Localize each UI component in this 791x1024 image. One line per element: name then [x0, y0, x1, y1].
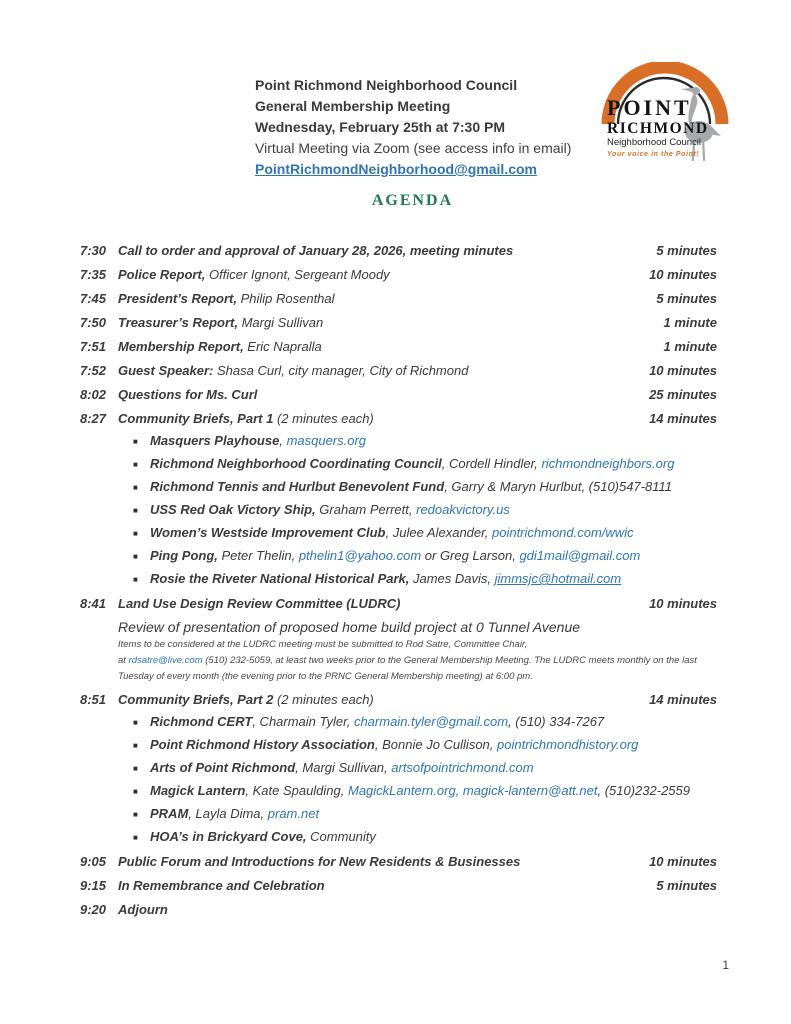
agenda-duration: 14 minutes [649, 411, 717, 426]
logo-tagline: Your voice in the Point! [607, 151, 700, 158]
agenda-duration: 5 minutes [656, 243, 717, 258]
square-bullet-icon: ■ [133, 483, 138, 492]
agenda-time: 7:51 [80, 339, 107, 354]
agenda-fine-print [80, 654, 717, 668]
agenda-duration: 5 minutes [656, 291, 717, 306]
text-segment: HOA’s in Brickyard Cove, [150, 829, 311, 844]
agenda-item [80, 314, 717, 331]
square-bullet-icon: ■ [133, 810, 138, 819]
agenda-item-text [133, 714, 604, 729]
logo-word-point: POINT [607, 95, 692, 120]
text-segment: Review of presentation of proposed home build project at 0 Tunnel Avenue [118, 619, 581, 635]
agenda-item-text [118, 619, 580, 635]
agenda-item-text [118, 290, 629, 307]
inline-link[interactable]: pram.net [267, 806, 320, 821]
text-segment: Items to be considered at the LUDRC meeting must be submitted to Rod Satre, Committee Chair, [118, 639, 528, 650]
agenda-time: 8:27 [80, 411, 107, 426]
agenda-item [80, 877, 717, 894]
agenda-item [80, 266, 717, 283]
text-segment: , Layla Dima, [188, 806, 268, 821]
agenda-item-text [133, 806, 319, 821]
text-segment: or Greg Larson, [421, 548, 520, 563]
agenda-time: 9:05 [80, 854, 107, 869]
square-bullet-icon: ■ [133, 506, 138, 515]
agenda-bullet-item [80, 570, 717, 588]
agenda-item-text [118, 362, 629, 379]
agenda-item-text [118, 639, 527, 650]
text-segment: Arts of Point Richmond [150, 760, 296, 775]
text-segment: Shasa Curl, city manager, City of Richmond [217, 363, 469, 378]
text-segment: Magick Lantern [150, 783, 246, 798]
text-segment: , Garry & Maryn Hurlbut, (510)547-8111 [444, 479, 673, 494]
agenda-time: 7:45 [80, 291, 107, 306]
agenda-time: 8:02 [80, 387, 107, 402]
email-link[interactable]: PointRichmondNeighborhood@gmail.com [255, 161, 537, 177]
agenda-time: 8:51 [80, 692, 107, 707]
text-segment: Community [310, 829, 376, 844]
agenda-item-text [133, 525, 634, 540]
inline-link[interactable]: redoakvictory.us [416, 502, 510, 517]
text-segment: James Davis, [412, 571, 495, 586]
agenda-duration: 1 minute [663, 339, 717, 354]
text-segment: Philip Rosenthal [240, 291, 335, 306]
agenda-item [80, 338, 717, 355]
inline-link[interactable]: pthelin1@yahoo.com [298, 548, 422, 563]
agenda-item-text [118, 655, 697, 666]
text-segment: Tuesday of every month (the evening prior to the PRNC General Membership meeting) at 6:00 pm. [118, 671, 533, 682]
agenda-time: 7:35 [80, 267, 107, 282]
text-segment: Richmond Neighborhood Coordinating Council [150, 456, 442, 471]
agenda-fine-print [80, 670, 717, 684]
agenda-item-text [133, 479, 672, 494]
logo-subtitle: Neighborhood Council [607, 137, 702, 148]
agenda-item [80, 290, 717, 307]
agenda-time: 7:52 [80, 363, 107, 378]
agenda-time: 7:50 [80, 315, 107, 330]
page-number: 1 [722, 958, 729, 972]
agenda-duration: 10 minutes [649, 267, 717, 282]
text-segment: Treasurer’s Report, [118, 315, 242, 330]
agenda-heading: AGENDA [371, 192, 454, 209]
agenda-item-text [118, 410, 629, 427]
agenda-duration: 10 minutes [649, 854, 717, 869]
text-segment: Police Report, [118, 267, 210, 282]
agenda-item-text [133, 571, 621, 586]
logo-word-richmond: RICHMOND [607, 120, 709, 137]
agenda-subnote [80, 619, 717, 636]
agenda-item [80, 853, 717, 870]
meeting-datetime: Wednesday, February 25th at 7:30 PM [255, 119, 506, 135]
agenda-bullet-item [80, 713, 717, 731]
agenda-bullet-item [80, 524, 717, 542]
agenda-time: 9:20 [80, 902, 107, 917]
text-segment: , (510)232-2559 [597, 783, 690, 798]
text-segment: Richmond CERT [150, 714, 253, 729]
agenda-bullet-item [80, 478, 717, 496]
text-segment: , Margi Sullivan, [295, 760, 392, 775]
agenda-duration: 25 minutes [649, 387, 717, 402]
text-segment: Ping Pong, [150, 548, 222, 563]
square-bullet-icon: ■ [133, 437, 138, 446]
text-segment: Point Richmond History Association [150, 737, 375, 752]
text-segment: USS Red Oak Victory Ship, [150, 502, 320, 517]
text-segment: PRAM [150, 806, 189, 821]
text-segment: , Cordell Hindler, [441, 456, 542, 471]
inline-link[interactable]: masquers.org [286, 433, 367, 448]
text-segment: Women’s Westside Improvement Club [150, 525, 386, 540]
inline-link[interactable]: charmain.tyler@gmail.com [353, 714, 509, 729]
text-segment: Peter Thelin, [221, 548, 299, 563]
agenda-duration: 14 minutes [649, 692, 717, 707]
text-segment: Masquers Playhouse [150, 433, 280, 448]
text-segment: , Julee Alexander, [385, 525, 492, 540]
agenda-item-text [118, 877, 629, 894]
text-segment: (2 minutes each) [276, 411, 374, 426]
square-bullet-icon: ■ [133, 833, 138, 842]
agenda-item-text [133, 760, 534, 775]
agenda-bullet-item [80, 501, 717, 519]
agenda-bullet-item [80, 547, 717, 565]
org-name: Point Richmond Neighborhood Council [255, 77, 518, 93]
text-segment: Officer Ignont, Sergeant Moody [209, 267, 390, 282]
agenda-bullet-item [80, 805, 717, 823]
agenda-bullet-item [80, 455, 717, 473]
square-bullet-icon: ■ [133, 529, 138, 538]
agenda-bullet-item [80, 828, 717, 846]
inline-link[interactable]: gdi1mail@gmail.com [519, 548, 641, 563]
text-segment: , Charmain Tyler, [252, 714, 354, 729]
square-bullet-icon: ■ [133, 741, 138, 750]
agenda-time: 7:30 [80, 243, 107, 258]
inline-link[interactable]: pointrichmond.com/wwic [491, 525, 634, 540]
agenda-item [80, 362, 717, 379]
text-segment: Richmond Tennis and Hurlbut Benevolent Fund [150, 479, 445, 494]
inline-link[interactable]: jimmsjc@hotmail.com [494, 571, 622, 586]
square-bullet-icon: ■ [133, 552, 138, 561]
agenda-item [80, 242, 717, 259]
agenda-duration: 1 minute [663, 315, 717, 330]
text-segment: , (510) 334-7267 [508, 714, 605, 729]
text-segment: (2 minutes each) [276, 692, 374, 707]
agenda-item-text [118, 386, 629, 403]
agenda-item-text [133, 456, 674, 471]
agenda-time: 8:41 [80, 596, 107, 611]
inline-link[interactable]: artsofpointrichmond.com [391, 760, 534, 775]
agenda-item [80, 386, 717, 403]
agenda-item-text [118, 901, 629, 918]
text-segment: Public Forum and Introductions for New Residents & Businesses [118, 854, 521, 869]
inline-link[interactable]: rdsatre@live.com [128, 655, 203, 666]
agenda-fine-print [80, 638, 717, 652]
square-bullet-icon: ■ [133, 718, 138, 727]
agenda-duration: 5 minutes [656, 878, 717, 893]
text-segment: (510) 232-5059, at least two weeks prior to the General Membership Meeting. The LUDRC meets monthly on the last [202, 655, 697, 666]
prnc-logo-graphic [596, 62, 734, 168]
agenda-item-text [133, 548, 640, 563]
agenda-item-text [118, 314, 629, 331]
text-segment: Membership Report, [118, 339, 248, 354]
text-segment: Eric Napralla [247, 339, 322, 354]
text-segment: Adjourn [118, 902, 168, 917]
agenda-item-text [133, 433, 366, 448]
text-segment: , [279, 433, 287, 448]
inline-link[interactable]: MagickLantern.org, magick-lantern@att.net [348, 783, 598, 798]
agenda-item-text [118, 595, 629, 612]
agenda-item [80, 691, 717, 708]
text-segment: , Bonnie Jo Cullison, [374, 737, 497, 752]
text-segment: Questions for Ms. Curl [118, 387, 258, 402]
agenda-item-text [118, 338, 629, 355]
agenda-item [80, 595, 717, 612]
agenda-item-text [118, 853, 629, 870]
agenda-item-text [133, 783, 690, 798]
text-segment: Community Briefs, Part 2 [118, 692, 277, 707]
prnc-logo [596, 62, 734, 168]
square-bullet-icon: ■ [133, 460, 138, 469]
text-segment: Call to order and approval of January 28, 2026, meeting minutes [118, 243, 514, 258]
agenda-bullet-item [80, 736, 717, 754]
text-segment: Land Use Design Review Committee (LUDRC) [118, 596, 401, 611]
agenda-bullet-item [80, 782, 717, 800]
agenda-bullet-item [80, 432, 717, 450]
agenda-item [80, 410, 717, 427]
agenda-bullet-item [80, 759, 717, 777]
meeting-header [255, 75, 571, 180]
square-bullet-icon: ■ [133, 764, 138, 773]
text-segment: Graham Perrett, [319, 502, 417, 517]
agenda-duration: 10 minutes [649, 363, 717, 378]
text-segment: at [118, 655, 129, 666]
agenda-time: 9:15 [80, 878, 107, 893]
agenda-item-text [118, 691, 629, 708]
agenda-item-text [133, 502, 510, 517]
inline-link[interactable]: pointrichmondhistory.org [497, 737, 639, 752]
agenda-item-text [133, 737, 638, 752]
agenda-item-text [118, 242, 629, 259]
agenda-duration: 10 minutes [649, 596, 717, 611]
meeting-location: Virtual Meeting via Zoom (see access info in email) [255, 140, 572, 156]
text-segment: Rosie the Riveter National Historical Park, [150, 571, 413, 586]
agenda-item [80, 901, 717, 918]
agenda-item-text [118, 266, 629, 283]
text-segment: In Remembrance and Celebration [118, 878, 325, 893]
meeting-name: General Membership Meeting [255, 98, 451, 114]
square-bullet-icon: ■ [133, 787, 138, 796]
text-segment: , Kate Spaulding, [245, 783, 348, 798]
inline-link[interactable]: richmondneighbors.org [541, 456, 675, 471]
agenda-duration [629, 901, 717, 918]
agenda-item-text [133, 829, 376, 844]
agenda-list [80, 242, 717, 918]
agenda-item-text [118, 671, 533, 682]
text-segment: Community Briefs, Part 1 [118, 411, 277, 426]
text-segment: Guest Speaker: [118, 363, 217, 378]
text-segment: President’s Report, [118, 291, 241, 306]
square-bullet-icon: ■ [133, 575, 138, 584]
text-segment: Margi Sullivan [241, 315, 324, 330]
